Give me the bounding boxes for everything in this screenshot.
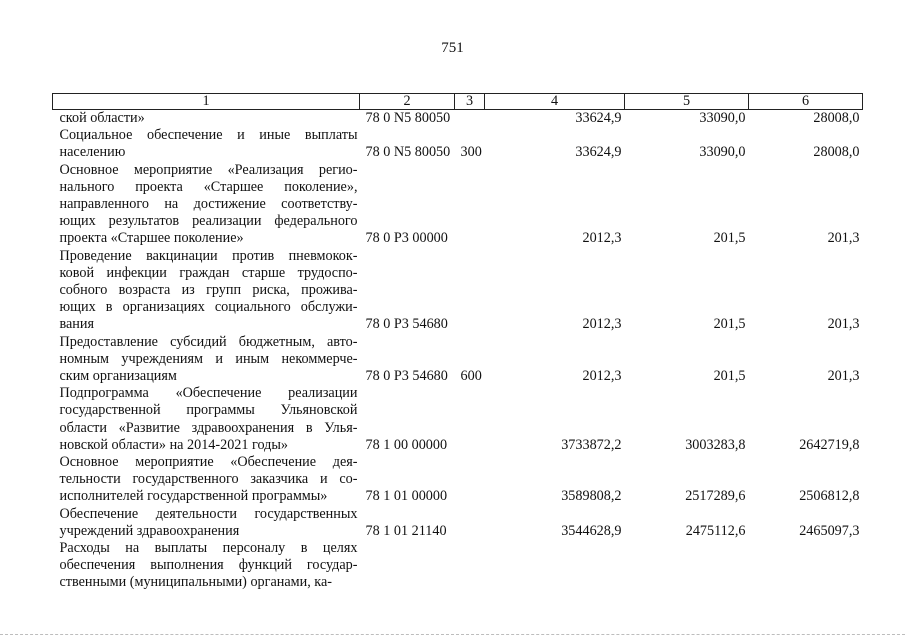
row-value-4-cell: 2012,3 [582,316,622,333]
row-name-cell [53,454,360,506]
row-vr-cell [455,506,485,540]
row-value-5-cell: 3003283,8 [685,436,746,453]
row-vr-cell [455,385,485,454]
row-code-cell: 78 1 00 00000 [365,436,448,453]
row-name-line: ским организациям [59,368,177,385]
row-name-line: новской области» на 2014-2021 годы» [59,436,289,453]
row-name-line: Основное мероприятие «Реализация регио- [59,161,358,178]
row-value-5-cell: 201,5 [713,368,746,385]
row-vr-cell [455,454,485,506]
table-row [53,334,863,386]
row-name-line: собного возраста из групп риска, прожива- [59,282,358,299]
column-header-vr: 3 [455,94,485,110]
column-header-code: 2 [360,94,455,110]
row-name-line: Подпрограмма «Обеспечение реализации [59,385,358,402]
row-name-line: Обеспечение деятельности государственных [59,505,358,522]
row-name-line: обеспечения выполнения функций государ- [59,557,358,574]
row-name-cell [53,110,360,128]
column-header-name: 1 [53,94,360,110]
row-value-4-cell: 3544628,9 [561,522,622,539]
row-vr-cell [455,540,485,592]
row-value-5-cell [625,540,749,592]
row-name-line: государственной программы Ульяновской [59,402,358,419]
row-name-cell [53,127,360,161]
row-name-cell [53,334,360,386]
row-vr-cell: 300 [460,144,482,161]
table-row [53,110,863,128]
row-code-cell: 78 0 P3 00000 [365,230,448,247]
page-bottom-rule [0,634,905,635]
row-name-cell [53,162,360,248]
column-header-value-5: 5 [625,94,749,110]
table-row [53,540,863,592]
row-code-cell [360,540,455,592]
row-code-cell: 78 1 01 21140 [365,522,447,539]
row-value-6-cell: 28008,0 [813,144,860,161]
row-code-cell: 78 0 N5 80050 [365,144,451,161]
row-value-6-cell: 201,3 [827,316,860,333]
table-body [53,110,863,592]
row-code-cell: 78 1 01 00000 [365,488,448,505]
column-header-value-4: 4 [485,94,625,110]
row-value-6-cell: 2465097,3 [799,522,860,539]
row-value-6-cell: 2642719,8 [799,436,860,453]
row-name-line: тельности государственного заказчика и со- [59,471,358,488]
row-name-line: Социальное обеспечение и иные выплаты [59,127,358,144]
row-value-4-cell [485,540,625,592]
row-name-line: проекта «Старшее поколение» [59,230,244,247]
table-row [53,506,863,540]
row-value-5-cell: 2475112,6 [685,522,746,539]
row-name-line: ющих в организациях социального обслужи- [59,299,358,316]
page-number: 751 [441,40,464,56]
row-name-line: исполнителей государственной программы» [59,488,328,505]
row-value-6-cell [749,540,863,592]
row-value-4-cell: 33624,9 [575,144,622,161]
row-name-line: Основное мероприятие «Обеспечение дея- [59,454,358,471]
row-value-5-cell: 201,5 [713,230,746,247]
row-code-cell: 78 0 P3 54680 [365,368,448,385]
row-value-6-cell: 28008,0 [813,110,860,126]
table-row [53,248,863,334]
row-name-line: населению [59,144,126,161]
table-row [53,127,863,161]
row-vr-cell [455,110,485,128]
row-vr-cell [455,248,485,334]
column-header-value-6: 6 [749,94,863,110]
row-name-cell [53,506,360,540]
table-row [53,162,863,248]
row-code-cell: 78 0 N5 80050 [365,110,451,126]
row-name-line: нального проекта «Старшее поколение», [59,178,358,195]
row-name-line: ковой инфекции граждан старше трудоспо- [59,264,358,281]
row-name-line: ской области» [59,110,145,126]
row-name-line: ственными (муниципальными) органами, ка- [59,574,332,591]
row-name-line: Проведение вакцинации против пневмокок- [59,247,358,264]
row-name-line: направленного на достижение соответству- [59,196,358,213]
row-value-5-cell: 201,5 [713,316,746,333]
row-name-line: области «Развитие здравоохранения в Улья- [59,419,358,436]
row-code-cell: 78 0 P3 54680 [365,316,448,333]
row-name-cell [53,248,360,334]
row-value-4-cell: 3589808,2 [561,488,622,505]
table-row [53,385,863,454]
row-name-line: ющих результатов реализации федерального [59,213,358,230]
row-name-line: Расходы на выплаты персоналу в целях [59,540,358,557]
row-value-6-cell: 201,3 [827,368,860,385]
row-vr-cell: 600 [460,368,482,385]
table-header-row [53,94,863,110]
table-row [53,454,863,506]
row-value-5-cell: 2517289,6 [685,488,746,505]
row-value-4-cell: 2012,3 [582,368,622,385]
row-name-cell [53,385,360,454]
budget-table [52,93,863,592]
row-name-cell [53,540,360,592]
row-name-line: номным учреждениям и иным некоммерче- [59,350,358,367]
row-name-line: вания [59,316,95,333]
row-value-6-cell: 2506812,8 [799,488,860,505]
row-vr-cell [455,162,485,248]
row-value-4-cell: 33624,9 [575,110,622,126]
row-value-4-cell: 3733872,2 [561,436,622,453]
row-value-6-cell: 201,3 [827,230,860,247]
row-name-line: учреждений здравоохранения [59,522,240,539]
row-value-5-cell: 33090,0 [699,144,746,161]
row-value-5-cell: 33090,0 [699,110,746,126]
row-value-4-cell: 2012,3 [582,230,622,247]
row-name-line: Предоставление субсидий бюджетным, авто- [59,333,358,350]
